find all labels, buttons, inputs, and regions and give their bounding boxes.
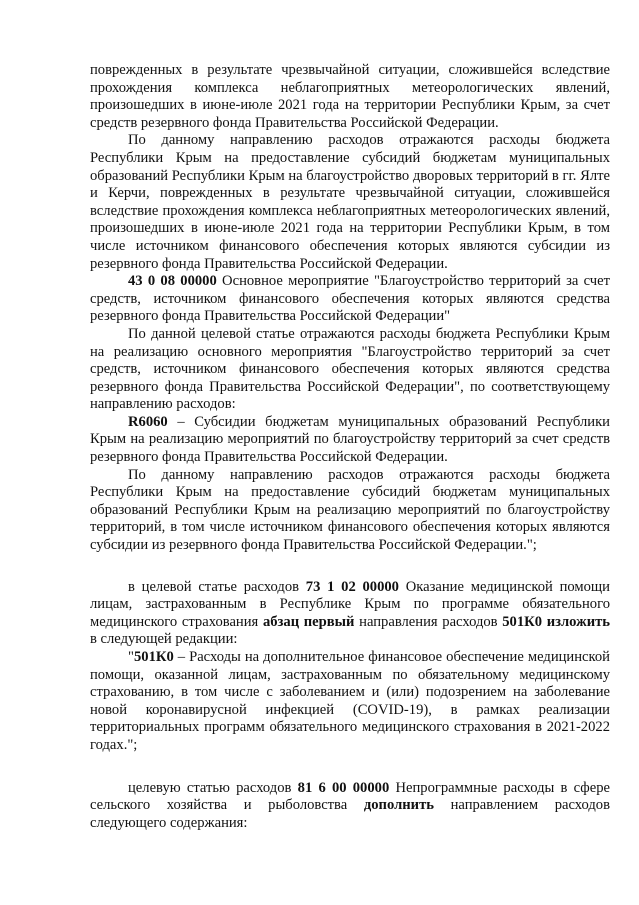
paragraph-7-text-2: Оказание медицинской помощи лицам, застрахованным в Республике Крым по программе обязательного медицинского страхования <box>90 578 610 630</box>
target-article-code: 43 0 08 00000 <box>128 273 217 290</box>
paragraph-4-text: По данной целевой статье отражаются расходы бюджета Республики Крым на реализацию основного мероприятия "Благоустройство территорий за счет средств, источником финансового обеспечения которых являются средства резервного фонда Правительства Российской Федерации", по соответствующему направлению расходов: <box>90 325 610 413</box>
paragraph-2 <box>90 132 610 273</box>
expense-direction-code: R6060 <box>128 413 168 430</box>
target-article-code: 73 1 02 00000 <box>305 578 399 595</box>
paragraph-1-text: поврежденных в результате чрезвычайной ситуации, сложившейся вследствие прохождения комплекса неблагоприятных метеорологических явлений, произошедших в июне-июле 2021 года на территории Республики Крым, за счет средств резервного фонда Правительства Российской Федерации. <box>90 62 610 131</box>
paragraph-6-text: По данному направлению расходов отражаются расходы бюджета Республики Крым на предоставление субсидий бюджетам муниципальных образований Республики Крым на реализацию мероприятий по благоустройству территорий, в том числе источником финансового обеспечения которых являются субсидии из резервного фонда Правительства Российской Федерации."; <box>90 466 610 554</box>
paragraph-7-text-5: в следующей редакции: <box>90 631 238 648</box>
paragraph-9-text-1: целевую статью расходов <box>128 779 298 796</box>
paragraph-8 <box>90 649 610 755</box>
document-page <box>90 62 610 832</box>
paragraph-5-text: – Субсидии бюджетам муниципальных образований Республики Крым на реализацию мероприятий по благоустройству территорий за счет средств резервного фонда Правительства Российской Федерации. <box>90 413 610 466</box>
paragraph-7-text-3: направления расходов <box>354 613 503 630</box>
action-word: дополнить <box>363 797 434 814</box>
paragraph-7-text-1: в целевой статье расходов <box>128 578 306 595</box>
paragraph-1 <box>90 62 610 132</box>
paragraph-6 <box>90 467 610 555</box>
paragraph-3 <box>90 273 610 326</box>
paragraph-7 <box>90 579 610 649</box>
paragraph-2-text: По данному направлению расходов отражаются расходы бюджета Республики Крым на предоставление субсидий бюджетам муниципальных образований Республики Крым на благоустройство дворовых территорий в гг. Ялте и Керчи, поврежденных в результате чрезвычайной ситуации, сложившейся вследствие прохождения комплекса неблагоприятных метеорологических явлений, произошедших в июне-июле 2021 года на территории Республики Крым, в том числе источником финансового обеспечения которых являются субсидии из резервного фонда Правительства Российской Федерации. <box>90 132 610 272</box>
paragraph-3-text: Основное мероприятие "Благоустройство территорий за счет средств, источником финансового обеспечения которых являются средства резервного фонда Правительства Российской Федерации" <box>90 273 610 325</box>
action-word: изложить <box>546 613 610 630</box>
paragraph-9-text-3: направлением расходов следующего содержания: <box>90 797 610 831</box>
target-article-code: 81 6 00 00000 <box>297 779 390 796</box>
paragraph-9-text-2: Непрограммные расходы в сфере сельского хозяйства и рыболовства <box>90 779 610 814</box>
paragraph-5 <box>90 414 610 467</box>
paragraph-9 <box>90 780 610 833</box>
expense-direction-code: 501К0 <box>133 649 174 665</box>
paragraph-8-text: – Расходы на дополнительное финансовое обеспечение медицинской помощи, оказанной лицам, застрахованным по обязательному медицинскому страхованию, в том числе с заболеванием и (или) подозрением на заболевание новой коронавирусной инфекцией (COVID-19), в рамках реализации территориальных программ обязательного медицинского страхования в 2021-2022 годах."; <box>90 649 610 753</box>
paragraph-reference: абзац первый <box>262 613 355 630</box>
expense-direction-code: 501К0 <box>502 613 543 630</box>
paragraph-4 <box>90 326 610 414</box>
opening-quote: " <box>128 649 134 665</box>
